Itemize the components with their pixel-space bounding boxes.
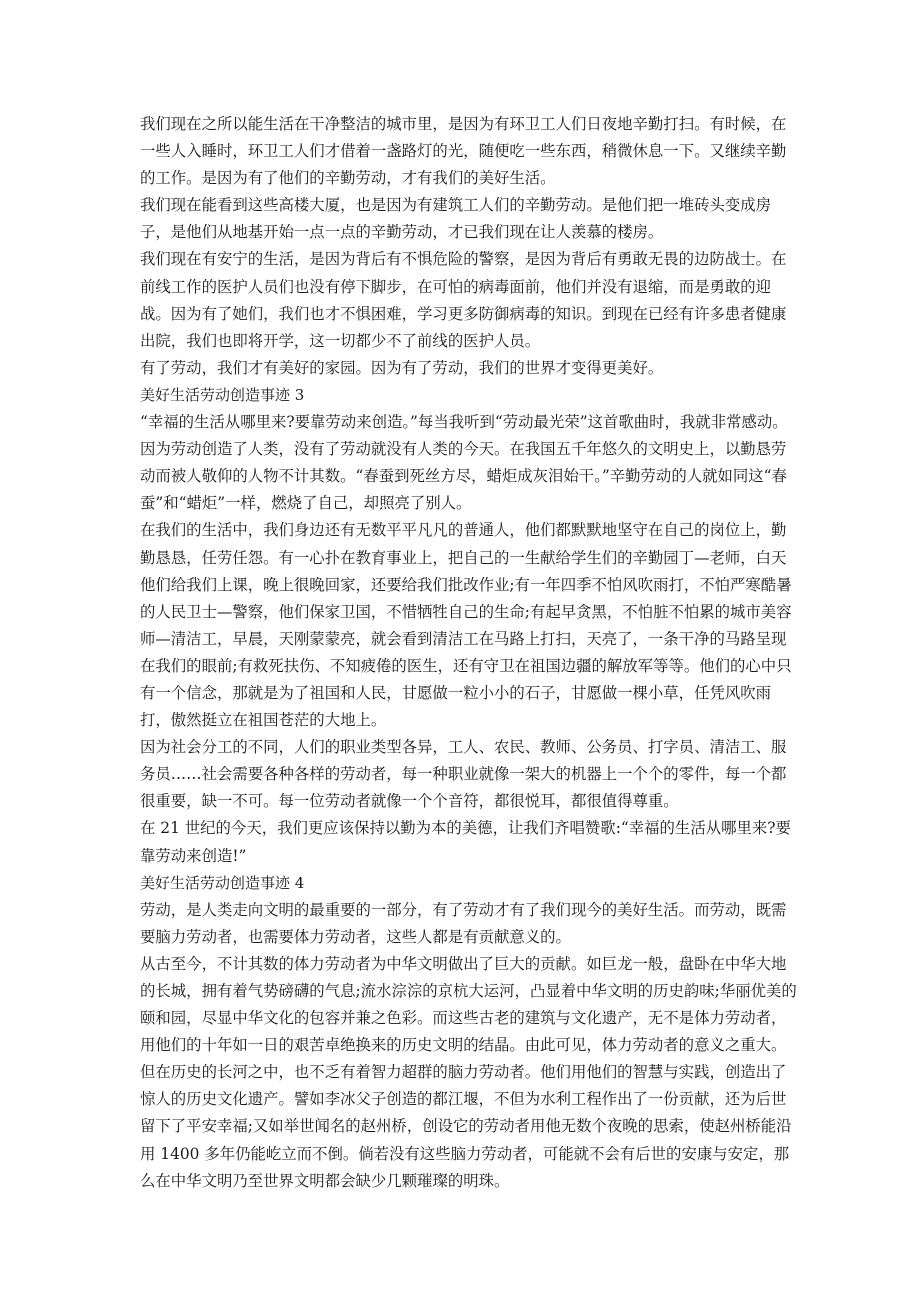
paragraph: 我们现在能看到这些高楼大厦，也是因为有建筑工人们的辛勤劳动。是他们把一堆砖头变成房子，是他们从地基开始一点一点的辛勤劳动，才已我们现在让人羡慕的楼房。 [140,196,772,242]
paragraph: 从古至今，不计其数的体力劳动者为中华文明做出了巨大的贡献。如巨龙一般，盘卧在中华大地的长城，拥有着气势磅礴的气息;流水淙淙的京杭大运河，凸显着中华文明的历史韵味;华丽优美的颐和园，尽显中华文化的包容并兼之色彩。而这些古老的建筑与文化遗产，无不是体力劳动者，用他们的十年如一日的艰苦卓绝换来的历史文明的结晶。由此可见，体力劳动者的意义之重大。 [140,954,797,1055]
paragraph: 但在历史的长河之中，也不乏有着智力超群的脑力劳动者。他们用他们的智慧与实践，创造出了惊人的历史文化遗产。譬如李冰父子创造的都江堰，不但为水利工程作出了一份贡献，还为后世留下了平安幸福;又如举世闻名的赵州桥，创设它的劳动者用他无数个夜晚的思索，使赵州桥能沿用 1400 多年仍能屹立而不倒。倘若没有这些脑力劳动者，可能就不会有后世的安康与安定，那么在中华文明乃至世界文明都会缺少几颗璀璨的明珠。 [140,1063,792,1190]
section-heading: 美好生活劳动创造事迹 3 [140,385,305,404]
paragraph: “幸福的生活从哪里来?要靠劳动来创造。”每当我听到“劳动最光荣”这首歌曲时，我就非常感动。因为劳动创造了人类，没有了劳动就没有人类的今天。在我国五千年悠久的文明史上，以勤恳劳动而被人敬仰的人物不计其数。“春蚕到死丝方尽，蜡炬成灰泪始干。”辛勤劳动的人就如同这“春蚕”和“蜡炬”一样，燃烧了自己，却照亮了别人。 [140,413,788,513]
paragraph: 在 21 世纪的今天，我们更应该保持以勤为本的美德，让我们齐唱赞歌:“幸福的生活从哪里来?要靠劳动来创造!” [140,819,791,865]
paragraph: 因为社会分工的不同，人们的职业类型各异，工人、农民、教师、公务员、打字员、清洁工、服务员……社会需要各种各样的劳动者，每一种职业就像一架大的机器上一个个的零件，每一个都很重要，缺一不可。每一位劳动者就像一个个音符，都很悦耳，都很值得尊重。 [140,738,787,811]
section-heading: 美好生活劳动创造事迹 4 [140,873,305,892]
document-body [140,111,800,1195]
paragraph: 在我们的生活中，我们身边还有无数平平凡凡的普通人，他们都默默地坚守在自己的岗位上，勤勤恳恳，任劳任怨。有一心扑在教育事业上，把自己的一生献给学生们的辛勤园丁—老师，白天他们给我们上课，晚上很晚回家，还要给我们批改作业;有一年四季不怕风吹雨打，不怕严寒酷暑的人民卫士—警察，他们保家卫国，不惜牺牲自己的生命;有起早贪黑，不怕脏不怕累的城市美容师—清洁工，早晨，天刚蒙蒙亮，就会看到清洁工在马路上打扫，天亮了，一条干净的马路呈现在我们的眼前;有救死扶伤、不知疲倦的医生，还有守卫在祖国边疆的解放军等等。他们的心中只有一个信念，那就是为了祖国和人民，甘愿做一粒小小的石子，甘愿做一棵小草，任凭风吹雨打，傲然挺立在祖国苍茫的大地上。 [140,521,792,730]
paragraph: 我们现在之所以能生活在干净整洁的城市里，是因为有环卫工人们日夜地辛勤打扫。有时候，在一些人入睡时，环卫工人们才借着一盏路灯的光，随便吃一些东西，稍微休息一下。又继续辛勤的工作。是因为有了他们的辛勤劳动，才有我们的美好生活。 [140,115,787,188]
paragraph: 劳动，是人类走向文明的最重要的一部分，有了劳动才有了我们现今的美好生活。而劳动，既需要脑力劳动者，也需要体力劳动者，这些人都是有贡献意义的。 [140,900,787,946]
paragraph: 有了劳动，我们才有美好的家园。因为有了劳动，我们的世界才变得更美好。 [140,358,664,377]
paragraph: 我们现在有安宁的生活，是因为背后有不惧危险的警察，是因为背后有勇敢无畏的边防战士。在前线工作的医护人员们也没有停下脚步，在可怕的病毒面前，他们并没有退缩，而是勇敢的迎战。因为有了她们，我们也才不惧困难，学习更多防御病毒的知识。到现在已经有许多患者健康出院，我们也即将开学，这一切都少不了前线的医护人员。 [140,250,787,350]
